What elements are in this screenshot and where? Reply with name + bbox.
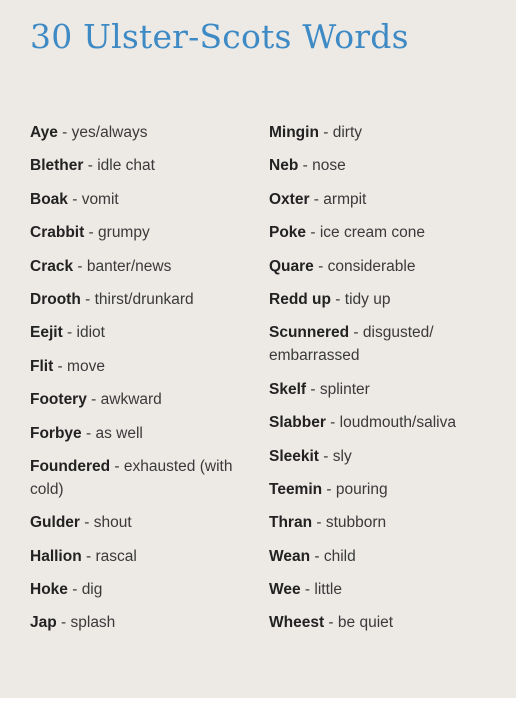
separator: - bbox=[300, 581, 315, 599]
word-entry bbox=[30, 455, 245, 501]
word-term: Jap bbox=[30, 614, 57, 632]
word-entry bbox=[30, 355, 245, 378]
separator: - bbox=[324, 614, 338, 632]
word-entry bbox=[30, 422, 245, 445]
word-term: Drooth bbox=[30, 290, 81, 308]
word-entry bbox=[30, 545, 245, 568]
separator: - bbox=[309, 190, 324, 208]
word-meaning: dirty bbox=[332, 124, 363, 141]
word-term: Wheest bbox=[269, 614, 325, 632]
separator: - bbox=[310, 547, 324, 565]
separator: - bbox=[53, 357, 68, 375]
word-meaning: little bbox=[314, 581, 342, 599]
word-term: Foundered bbox=[30, 457, 111, 475]
word-entry bbox=[269, 121, 494, 144]
word-term: Thran bbox=[269, 514, 313, 532]
separator: - bbox=[57, 124, 72, 141]
word-entry bbox=[269, 445, 494, 468]
word-entry bbox=[30, 154, 245, 177]
word-term: Wee bbox=[269, 581, 301, 599]
word-entry bbox=[269, 288, 494, 311]
separator: - bbox=[62, 324, 77, 342]
separator: - bbox=[56, 614, 71, 632]
word-term: Mingin bbox=[269, 124, 319, 141]
word-meaning: splash bbox=[70, 614, 116, 632]
word-meaning: dig bbox=[81, 581, 103, 599]
word-entry bbox=[30, 511, 245, 534]
word-meaning: child bbox=[323, 547, 356, 565]
separator: - bbox=[298, 157, 313, 175]
word-term: Quare bbox=[269, 257, 314, 275]
word-meaning: considerable bbox=[327, 257, 416, 275]
word-meaning: shout bbox=[93, 514, 132, 532]
word-meaning: idiot bbox=[76, 324, 105, 342]
page-title: 30 Ulster-Scots Words bbox=[30, 17, 409, 56]
word-entry bbox=[30, 221, 245, 244]
separator: - bbox=[318, 447, 333, 465]
word-meaning: grumpy bbox=[98, 224, 150, 242]
word-term: Scunnered bbox=[269, 324, 350, 342]
word-term: Poke bbox=[269, 224, 307, 242]
word-term: Boak bbox=[30, 190, 68, 208]
word-list-left bbox=[30, 121, 245, 645]
word-entry bbox=[269, 545, 494, 568]
word-term: Blether bbox=[30, 157, 84, 175]
separator: - bbox=[331, 290, 345, 308]
word-entry bbox=[30, 121, 245, 144]
word-entry bbox=[269, 578, 494, 601]
word-meaning: awkward bbox=[100, 391, 162, 409]
word-entry bbox=[269, 154, 494, 177]
separator: - bbox=[349, 324, 363, 342]
word-term: Gulder bbox=[30, 514, 80, 532]
separator: - bbox=[306, 380, 320, 398]
word-meaning: exhausted (with cold) bbox=[30, 457, 233, 498]
separator: - bbox=[83, 157, 98, 175]
word-entry bbox=[269, 511, 494, 534]
word-meaning: nose bbox=[312, 157, 346, 175]
word-entry bbox=[269, 411, 494, 434]
word-entry bbox=[269, 255, 494, 278]
separator: - bbox=[110, 457, 124, 475]
word-meaning: vomit bbox=[81, 190, 119, 208]
word-meaning: armpit bbox=[323, 190, 367, 208]
word-term: Crabbit bbox=[30, 224, 85, 242]
word-meaning: tidy up bbox=[344, 290, 391, 308]
word-term: Neb bbox=[269, 157, 299, 175]
word-entry bbox=[30, 288, 245, 311]
word-entry bbox=[30, 388, 245, 411]
word-meaning: as well bbox=[95, 424, 143, 442]
separator: - bbox=[81, 547, 96, 565]
word-term: Skelf bbox=[269, 380, 307, 398]
word-entry bbox=[30, 188, 245, 211]
separator: - bbox=[322, 480, 336, 498]
word-term: Sleekit bbox=[269, 447, 319, 465]
word-term: Teemin bbox=[269, 480, 323, 498]
word-term: Footery bbox=[30, 391, 87, 409]
word-entry bbox=[269, 221, 494, 244]
word-entry bbox=[269, 378, 494, 401]
word-term: Oxter bbox=[269, 190, 310, 208]
word-meaning: sly bbox=[332, 447, 352, 465]
word-meaning: idle chat bbox=[97, 157, 155, 175]
word-meaning: loudmouth/saliva bbox=[339, 414, 456, 432]
separator: - bbox=[79, 514, 94, 532]
separator: - bbox=[84, 224, 99, 242]
word-entry bbox=[30, 321, 245, 344]
word-entry bbox=[269, 188, 494, 211]
word-meaning: rascal bbox=[95, 547, 137, 565]
word-term: Slabber bbox=[269, 414, 326, 432]
word-entry bbox=[269, 478, 494, 501]
word-meaning: be quiet bbox=[337, 614, 394, 632]
separator: - bbox=[318, 124, 333, 141]
word-entry bbox=[30, 611, 245, 634]
separator: - bbox=[67, 190, 82, 208]
word-term: Eejit bbox=[30, 324, 63, 342]
separator: - bbox=[312, 514, 326, 532]
word-term: Redd up bbox=[269, 290, 331, 308]
word-meaning: ice cream cone bbox=[319, 224, 425, 242]
word-entry bbox=[30, 578, 245, 601]
word-term: Forbye bbox=[30, 424, 82, 442]
word-term: Wean bbox=[269, 547, 311, 565]
word-meaning: stubborn bbox=[325, 514, 387, 532]
separator: - bbox=[81, 424, 96, 442]
word-entry bbox=[269, 321, 494, 367]
separator: - bbox=[306, 224, 320, 242]
word-meaning: move bbox=[67, 357, 105, 375]
word-term: Hallion bbox=[30, 547, 82, 565]
word-term: Flit bbox=[30, 357, 54, 375]
word-entry bbox=[269, 611, 494, 634]
word-meaning: pouring bbox=[335, 480, 388, 498]
separator: - bbox=[73, 257, 87, 275]
word-meaning: disgusted/ embarrassed bbox=[269, 324, 434, 365]
word-meaning: banter/news bbox=[86, 257, 172, 275]
word-term: Crack bbox=[30, 257, 74, 275]
word-meaning: thirst/drunkard bbox=[94, 290, 194, 308]
word-term: Aye bbox=[30, 124, 58, 141]
word-list-right bbox=[269, 121, 494, 645]
separator: - bbox=[86, 391, 101, 409]
separator: - bbox=[325, 414, 340, 432]
word-meaning: splinter bbox=[319, 380, 370, 398]
separator: - bbox=[80, 290, 95, 308]
word-entry bbox=[30, 255, 245, 278]
separator: - bbox=[67, 581, 82, 599]
separator: - bbox=[313, 257, 328, 275]
word-term: Hoke bbox=[30, 581, 68, 599]
word-meaning: yes/always bbox=[71, 124, 148, 141]
